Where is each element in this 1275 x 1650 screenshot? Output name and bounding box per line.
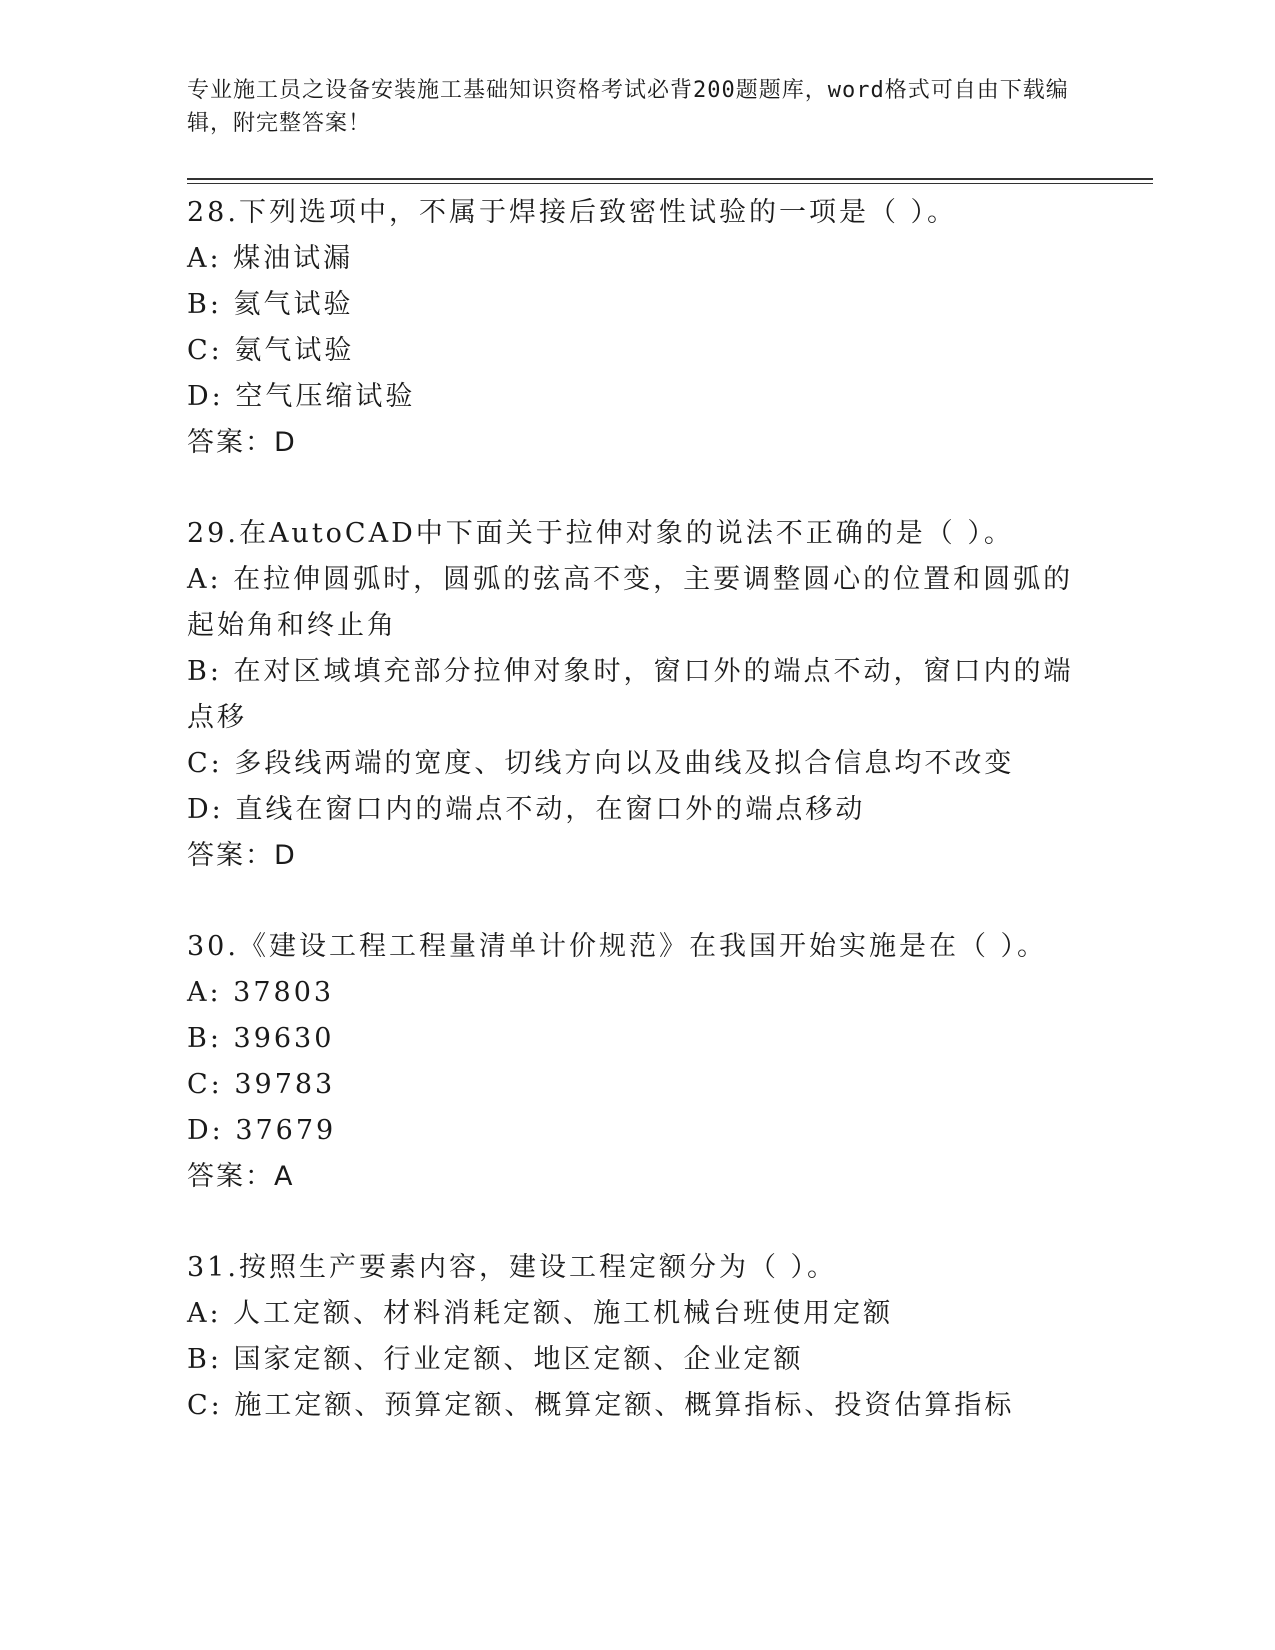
question-31 — [187, 1245, 1087, 1429]
option-b: B: 在对区域填充部分拉伸对象时，窗口外的端点不动，窗口内的端点移 — [187, 656, 1074, 733]
document-header: 专业施工员之设备安装施工基础知识资格考试必背200题题库，word格式可自由下载编辑，附完整答案！ — [187, 78, 1069, 136]
question-gap — [187, 466, 1087, 511]
question-30 — [187, 924, 1087, 1200]
option-c: C: 施工定额、预算定额、概算定额、概算指标、投资估算指标 — [187, 1390, 1015, 1421]
option-a: A: 在拉伸圆弧时，圆弧的弦高不变，主要调整圆心的位置和圆弧的起始角和终止角 — [187, 564, 1074, 641]
option-d: D: 37679 — [187, 1115, 337, 1146]
option-c: C: 氨气试验 — [187, 335, 355, 366]
option-b: B: 氦气试验 — [187, 289, 354, 320]
question-list — [187, 190, 1087, 1429]
answer: 答案：A — [187, 1161, 295, 1192]
header-rule-thin — [187, 183, 1153, 184]
answer: 答案：D — [187, 427, 297, 458]
option-a: A: 人工定额、材料消耗定额、施工机械台班使用定额 — [187, 1298, 894, 1329]
header-rule-thick — [187, 178, 1153, 180]
option-a: A: 37803 — [187, 977, 335, 1008]
option-b: B: 39630 — [187, 1023, 335, 1054]
question-gap — [187, 879, 1087, 924]
option-b: B: 国家定额、行业定额、地区定额、企业定额 — [187, 1344, 804, 1375]
answer: 答案：D — [187, 840, 297, 871]
option-c: C: 39783 — [187, 1069, 336, 1100]
question-gap — [187, 1200, 1087, 1245]
question-29 — [187, 511, 1087, 879]
question-stem: 31.按照生产要素内容，建设工程定额分为（ ）。 — [187, 1252, 838, 1283]
option-d: D: 空气压缩试验 — [187, 381, 416, 412]
option-a: A: 煤油试漏 — [187, 243, 354, 274]
option-c: C: 多段线两端的宽度、切线方向以及曲线及拟合信息均不改变 — [187, 748, 1015, 779]
question-stem: 29.在AutoCAD中下面关于拉伸对象的说法不正确的是（ ）。 — [187, 518, 1014, 549]
option-d: D: 直线在窗口内的端点不动，在窗口外的端点移动 — [187, 794, 866, 825]
question-28 — [187, 190, 1087, 466]
question-stem: 28.下列选项中，不属于焊接后致密性试验的一项是（ ）。 — [187, 197, 958, 228]
question-stem: 30.《建设工程工程量清单计价规范》在我国开始实施是在（ ）。 — [187, 931, 1048, 962]
